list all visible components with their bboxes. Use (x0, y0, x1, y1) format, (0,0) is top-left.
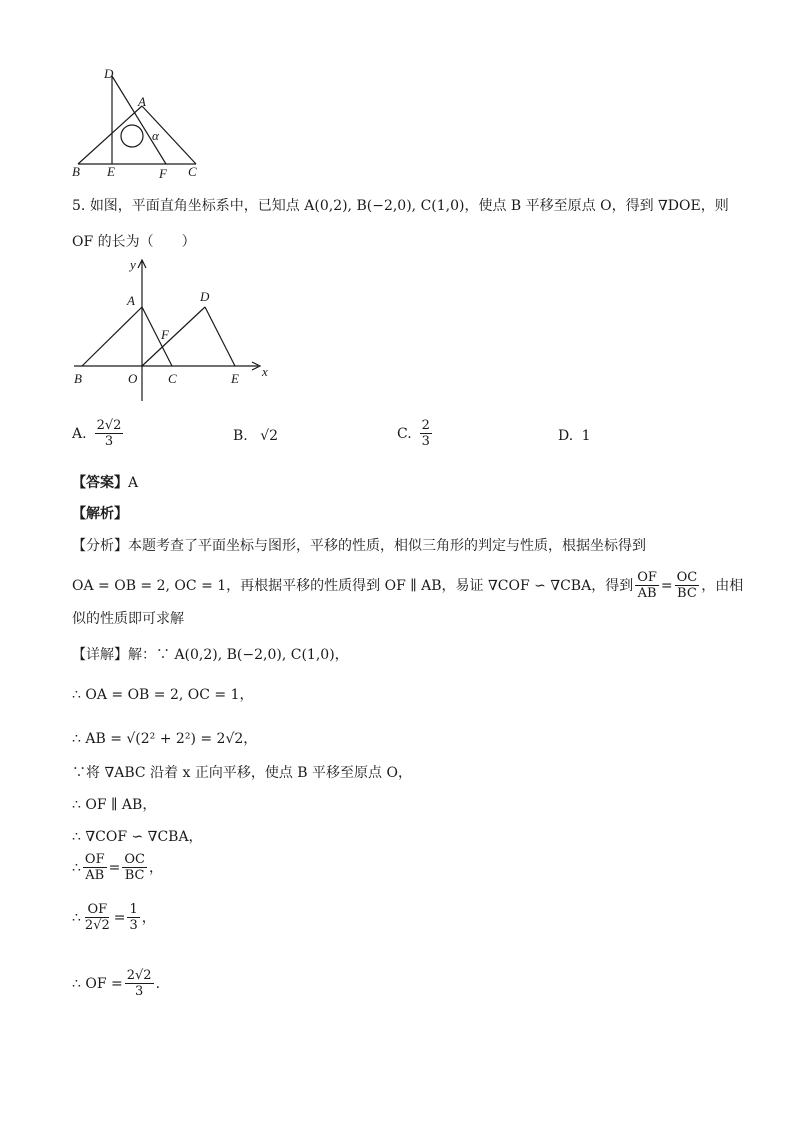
analysis-fraction-2 (675, 570, 700, 601)
figure-2-coordinate-plane (66, 255, 286, 405)
label-c: C (188, 164, 197, 179)
line-df (112, 76, 166, 164)
line-ba (82, 307, 142, 366)
detail7-eq: = (108, 859, 121, 876)
detail7-frac2 (122, 852, 147, 883)
detail-line-1: 【详解】解：∵ A(0,2), B(−2,0), C(1,0)， (72, 647, 349, 663)
option-d-letter: D. (558, 428, 574, 444)
analysis-heading: 【解析】 (72, 506, 128, 522)
line-ba (78, 106, 142, 164)
label-d: D (104, 66, 114, 81)
label-b: B (74, 371, 82, 386)
option-c-numerator: 2 (421, 418, 430, 433)
label-c: C (168, 371, 177, 386)
option-a (72, 418, 125, 449)
option-b-letter: B. (233, 428, 248, 444)
detail7-num1: OF (84, 852, 105, 867)
detail8-den2: 3 (129, 918, 138, 933)
detail9-den: 3 (135, 984, 144, 999)
detail9-frac (125, 968, 154, 999)
analysis-eq: = (660, 577, 673, 594)
analysis-text-2b: ，由相 (701, 577, 744, 594)
detail-line-6: ∴ ∇COF ∽ ∇CBA， (72, 829, 203, 845)
detail7-pre: ∴ (72, 859, 81, 876)
detail7-post: ， (148, 859, 163, 876)
label-b: B (72, 164, 80, 179)
detail-line-7 (72, 852, 163, 883)
detail8-frac2 (127, 902, 139, 933)
analysis-text-2a: OA = OB = 2, OC = 1，再根据平移的性质得到 OF ∥ AB，易证 ∇COF ∽ ∇CBA，得到 (72, 577, 634, 594)
label-a: A (127, 293, 135, 308)
detail-line-3: ∴ AB = √(2² + 2²) = 2√2， (72, 731, 258, 747)
option-a-fraction (95, 418, 124, 449)
line-od (142, 307, 205, 366)
option-c-denominator: 3 (421, 434, 430, 449)
label-y: y (130, 257, 136, 272)
detail-line-8 (72, 902, 156, 933)
detail8-eq: = (113, 909, 126, 926)
question-text-1: 如图，平面直角坐标系中，已知点 A(0,2), B(−2,0), C(1,0)，使点 B 平移至原点 O，得到 ∇DOE，则 (89, 198, 729, 214)
question-number: 5. (72, 198, 86, 214)
analysis-frac2-num: OC (676, 570, 698, 585)
option-b-value: √2 (260, 428, 279, 444)
detail7-den1: AB (85, 868, 105, 883)
detail-line-9 (72, 968, 160, 999)
question-line-1 (72, 197, 729, 215)
label-f: F (159, 166, 167, 181)
option-b (233, 427, 278, 445)
option-a-numerator: 2√2 (96, 418, 122, 433)
line-de (205, 307, 235, 366)
detail9-pre: ∴ OF = (72, 975, 123, 992)
answer-value: A (128, 475, 139, 491)
option-d-value: 1 (581, 428, 591, 444)
detail7-den2: BC (124, 868, 145, 883)
detail-line-2: ∴ OA = OB = 2, OC = 1， (72, 687, 254, 703)
detail9-num: 2√2 (126, 968, 152, 983)
detail8-frac1 (83, 902, 112, 933)
detail7-num2: OC (124, 852, 145, 867)
detail7-frac1 (83, 852, 107, 883)
detail8-den1: 2√2 (84, 918, 110, 933)
answer-tag: 【答案】 (72, 475, 128, 491)
option-c-letter: C. (397, 425, 412, 442)
detail9-post: . (155, 975, 161, 992)
detail-line-4: ∵将 ∇ABC 沿着 x 正向平移，使点 B 平移至原点 O， (72, 765, 412, 781)
detail-line-5: ∴ OF ∥ AB， (72, 797, 157, 813)
analysis-line-2 (72, 570, 743, 601)
option-d (558, 427, 591, 445)
detail8-num1: OF (87, 902, 108, 917)
option-a-denominator: 3 (104, 434, 114, 449)
label-a: A (138, 94, 146, 109)
label-e: E (107, 164, 115, 179)
analysis-line-1: 【分析】本题考查了平面坐标与图形，平移的性质，相似三角形的判定与性质，根据坐标得到 (72, 538, 646, 554)
answer-line (72, 474, 138, 492)
label-d: D (200, 289, 210, 304)
detail8-post: ， (141, 909, 156, 926)
figure-1-triangle (70, 62, 210, 182)
line-ac (142, 106, 196, 164)
detail8-pre: ∴ (72, 909, 81, 926)
label-o: O (128, 371, 138, 386)
question-line-2: OF 的长为（ ） (72, 234, 196, 250)
option-c (397, 418, 434, 449)
detail8-num2: 1 (129, 902, 138, 917)
analysis-frac2-den: BC (677, 586, 697, 601)
label-f: F (161, 327, 169, 342)
analysis-fraction-1 (635, 570, 659, 601)
option-c-fraction (420, 418, 432, 449)
label-x: x (262, 364, 268, 379)
analysis-line-3: 似的性质即可求解 (72, 611, 184, 627)
analysis-frac1-num: OF (637, 570, 657, 585)
label-alpha: α (152, 128, 159, 143)
analysis-frac1-den: AB (637, 586, 657, 601)
option-a-letter: A. (72, 425, 87, 442)
inscribed-circle (121, 125, 143, 147)
label-e: E (231, 371, 239, 386)
